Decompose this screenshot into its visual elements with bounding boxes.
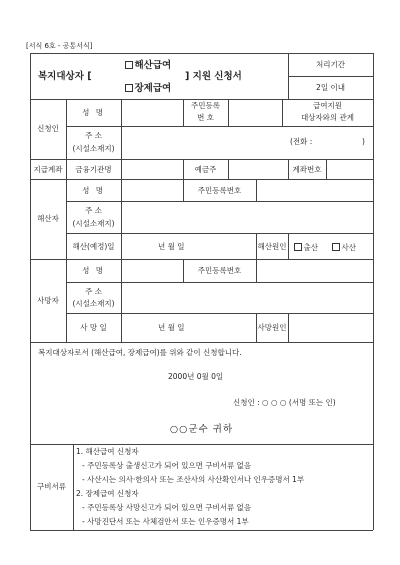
deceased-cause-field[interactable]	[289, 314, 372, 341]
title-option-funeral[interactable]	[125, 84, 171, 94]
birth-option[interactable]	[294, 243, 318, 252]
mother-cause-label: 해산원인	[257, 242, 287, 251]
applicant-address-label-2: (시설소재지)	[72, 144, 115, 153]
mother-name-label: 성 명	[82, 186, 105, 195]
applicant-address-field[interactable]	[122, 127, 372, 158]
deceased-name-field[interactable]	[122, 260, 182, 281]
bank-name-field[interactable]	[122, 160, 182, 178]
title-option-maternity[interactable]	[125, 61, 171, 71]
applicant-signature: 신청인 : ○ ○ ○ (서명 또는 인)	[233, 398, 336, 407]
funeral-checkbox[interactable]	[125, 84, 133, 92]
bank-holder-label: 예금주	[194, 165, 217, 174]
statement-text: 복지대상자로서 (해산급여, 장제급여)를 위와 같이 신청합니다.	[38, 348, 242, 357]
frame-bottom	[30, 530, 373, 531]
deceased-resident-field[interactable]	[257, 260, 372, 281]
applicant-resident-label-2: 번 호	[197, 113, 214, 122]
birth-option-label: 출산	[303, 243, 318, 252]
applicant-name-field[interactable]	[122, 100, 182, 125]
docs-line: - 주민등록상 사망신고가 되어 있으면 구비서류 없음	[82, 503, 252, 512]
docs-section-label: 구비서류	[37, 482, 66, 491]
applicant-relation-label-1: 급여지원	[313, 101, 342, 110]
deceased-address-field[interactable]	[122, 283, 372, 312]
docs-line: 1. 해산급여 신청자	[76, 447, 139, 456]
deceased-name-label: 성 명	[82, 266, 105, 275]
applicant-phone-label: (전화 :	[290, 137, 313, 146]
deceased-section-label: 사망자	[37, 296, 59, 305]
applicant-relation-label-2: 대상자와의 관계	[300, 113, 355, 122]
processing-label: 처리기간	[316, 60, 345, 69]
statement-date: 2000년 0월 0일	[168, 372, 224, 381]
applicant-section-label: 신청인	[37, 124, 59, 133]
mother-address-field[interactable]	[122, 202, 372, 232]
deceased-address-label-2: (시설소재지)	[72, 299, 115, 308]
maternity-checkbox[interactable]	[125, 61, 133, 69]
applicant-name-label: 성 명	[82, 108, 105, 117]
mother-resident-field[interactable]	[257, 180, 372, 200]
bank-account-label: 계좌번호	[292, 165, 322, 174]
stillbirth-option-label: 사산	[341, 243, 356, 252]
applicant-resident-label-1: 주민등록	[191, 101, 220, 110]
form-tag: [서식 6호 - 공통서식]	[26, 42, 93, 50]
frame-right	[373, 53, 374, 530]
bank-account-field[interactable]	[327, 160, 372, 178]
docs-line: - 사산시는 의사·한의사 또는 조산사의 사산확인서나 인우증명서 1부	[82, 475, 305, 484]
docs-line: 2. 장제급여 신청자	[76, 489, 139, 498]
mother-section-label: 해산자	[37, 214, 59, 223]
stillbirth-option[interactable]	[332, 243, 356, 252]
mother-date-label: 해산(예정)일	[72, 242, 115, 251]
mother-resident-label: 주민등록번호	[197, 186, 242, 195]
mother-name-field[interactable]	[122, 180, 182, 200]
bank-section-label: 지급계좌	[33, 165, 63, 174]
applicant-address-label-1: 주 소	[85, 131, 102, 140]
deceased-date-fields[interactable]: 년 월 일	[158, 323, 185, 332]
maternity-option-label: 해산급여	[134, 60, 172, 71]
docs-line: - 사망진단서 또는 사체검안서 또는 인우증명서 1부	[82, 517, 249, 526]
mother-address-label-1: 주 소	[85, 206, 102, 215]
deceased-date-label: 사 망 일	[80, 323, 107, 332]
stillbirth-checkbox[interactable]	[332, 243, 340, 251]
addressee: ○○군수 귀하	[169, 424, 234, 435]
processing-value: 2일 이내	[316, 83, 345, 92]
applicant-resident-field[interactable]	[229, 100, 281, 125]
docs-line: - 주민등록상 출생신고가 되어 있으면 구비서류 없음	[82, 461, 252, 470]
title-suffix: ] 지원 신청서	[185, 71, 242, 82]
frame-top	[30, 53, 373, 54]
deceased-address-label-1: 주 소	[85, 287, 102, 296]
mother-address-label-2: (시설소재지)	[72, 219, 115, 228]
birth-checkbox[interactable]	[294, 243, 302, 251]
funeral-option-label: 장제급여	[134, 83, 172, 94]
deceased-resident-label: 주민등록번호	[197, 266, 242, 275]
bank-name-label: 금융기관명	[75, 165, 112, 174]
bank-holder-field[interactable]	[229, 160, 287, 178]
title-prefix: 복지대상자 [	[38, 71, 92, 82]
applicant-phone-close: )	[362, 137, 365, 146]
mother-date-fields[interactable]: 년 월 일	[158, 242, 185, 251]
deceased-cause-label: 사망원인	[257, 323, 287, 332]
